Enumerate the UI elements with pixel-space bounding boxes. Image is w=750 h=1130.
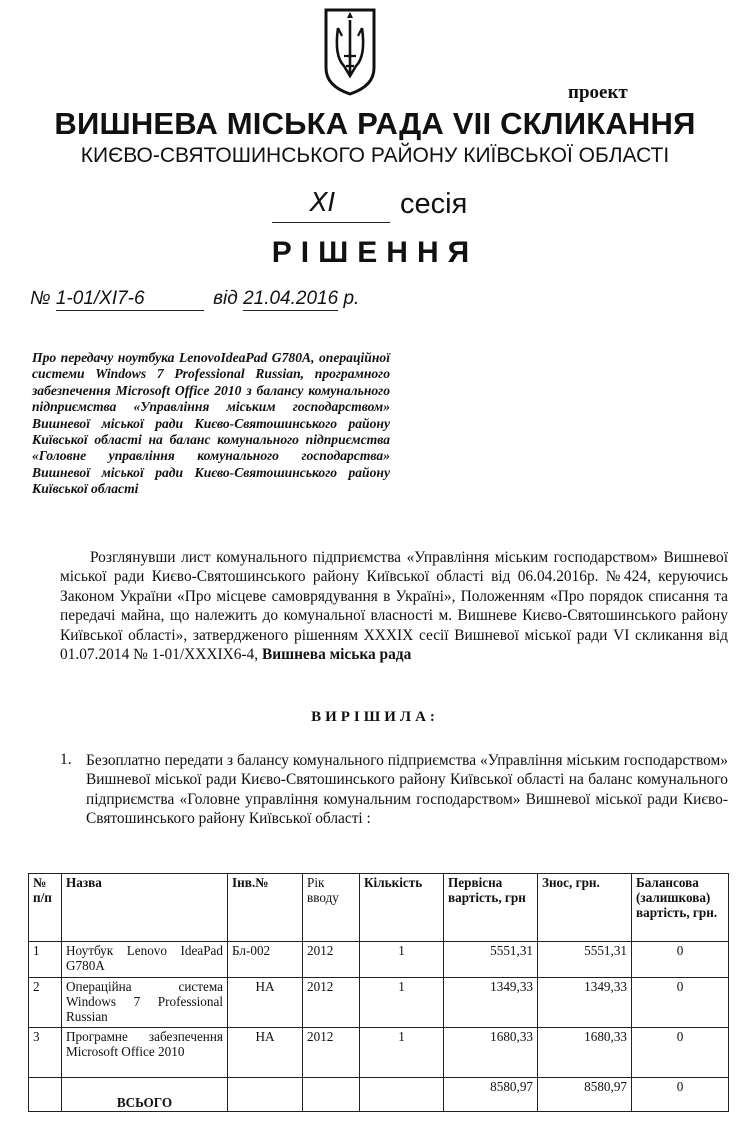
decision-number: 1-01/ХІ7-6	[56, 288, 204, 311]
council-title: ВИШНЕВА МІСЬКА РАДА VII СКЛИКАННЯ	[54, 106, 696, 141]
cell-depreciation: 1349,33	[538, 978, 632, 1028]
cell-year: 2012	[303, 978, 360, 1028]
number-prefix: №	[30, 288, 51, 309]
cell-inventory: Бл-002	[228, 942, 303, 978]
asset-table	[28, 873, 729, 1112]
col-header-depreciation: Знос, грн.	[538, 874, 632, 942]
cell-initial-value: 1680,33	[444, 1028, 538, 1078]
col-header-initial-value: Первісна вартість, грн	[444, 874, 538, 942]
council-subtitle: КИЄВО-СВЯТОШИНСЬКОГО РАЙОНУ КИЇВСЬКОЇ ОБЛАСТІ	[80, 144, 670, 167]
cell-initial-value: 1349,33	[444, 978, 538, 1028]
cell-empty	[29, 1078, 62, 1112]
coat-of-arms-emblem	[322, 6, 378, 98]
cell-quantity: 1	[360, 942, 444, 978]
decision-date: 21.04.2016	[243, 288, 339, 309]
table-row	[29, 1028, 729, 1078]
draft-label: проект	[568, 82, 628, 103]
decided-heading: ВИРІШИЛА:	[311, 709, 439, 725]
total-depreciation: 8580,97	[538, 1078, 632, 1112]
table-row	[29, 942, 729, 978]
preamble-text: Розглянувши лист комунального підприємства «Управління міським господарством» Вишневої міської ради Києво-Святошинського району Київської області від 06.04.2016р. №424, керуючись Законом України «Про місцеве самоврядування в Україні», Положенням «Про порядок списання та передачі майна, що належить до комунальної власності м. Вишневе Києво-Святошинського району Київської області», затвердженого рішенням XXXIX сесії Вишневої міської ради VI скликання від 01.07.2014 № 1-01/XXXIX6-4,	[60, 549, 728, 664]
cell-balance: 0	[632, 1028, 729, 1078]
col-header-year: Рік вводу	[303, 874, 360, 942]
table-row	[29, 978, 729, 1028]
preamble-bold-tail: Вишнева міська рада	[261, 646, 412, 664]
table-total-row	[29, 1078, 729, 1112]
decision-number-date	[30, 288, 359, 311]
cell-name: Програмне забезпечення Microsoft Office 2010	[62, 1028, 228, 1078]
item-text: Безоплатно передати з балансу комунального підприємства «Управління міським господарством» Вишневої міської ради Києво-Святошинського району Київської області на баланс комунального підприємства «Головне управління комунальним господарством» Вишневої міської ради Києво-Святошинського району Київської області :	[86, 752, 728, 828]
cell-name: Операційна система Windows 7 Professional Russian	[62, 978, 228, 1028]
cell-inventory: НА	[228, 978, 303, 1028]
col-header-number: № п/п	[29, 874, 62, 942]
total-balance: 0	[632, 1078, 729, 1112]
cell-balance: 0	[632, 942, 729, 978]
date-prefix: від	[213, 288, 238, 309]
cell-number: 2	[29, 978, 62, 1028]
date-suffix: р.	[343, 288, 360, 309]
cell-name: Ноутбук Lenovo IdeaPad G780A	[62, 942, 228, 978]
cell-quantity: 1	[360, 978, 444, 1028]
cell-empty	[228, 1078, 303, 1112]
col-header-inventory: Інв.№	[228, 874, 303, 942]
item-number: 1.	[60, 751, 72, 768]
cell-depreciation: 5551,31	[538, 942, 632, 978]
preamble-paragraph	[60, 548, 728, 664]
cell-inventory: НА	[228, 1028, 303, 1078]
decision-subject: Про передачу ноутбука LenovoIdeaPad G780A, операційної системи Windows 7 Professional Russian, програмного забезпечення Microsoft Office 2010 з балансу комунального підприємства «Управління міським господарством» Вишневої міської ради Києво-Святошинського району Київської області на баланс комунального підприємства «Головне управління комунального господарства» Вишневої міської ради Києво-Святошинського району Київської області	[32, 350, 390, 497]
cell-year: 2012	[303, 942, 360, 978]
cell-number: 3	[29, 1028, 62, 1078]
cell-empty	[360, 1078, 444, 1112]
col-header-quantity: Кількість	[360, 874, 444, 942]
table-header-row	[29, 874, 729, 942]
document-type-heading: РІШЕННЯ	[271, 236, 479, 269]
cell-quantity: 1	[360, 1028, 444, 1078]
cell-balance: 0	[632, 978, 729, 1028]
cell-number: 1	[29, 942, 62, 978]
col-header-name: Назва	[62, 874, 228, 942]
session-number: ХІ	[310, 188, 336, 218]
cell-initial-value: 5551,31	[444, 942, 538, 978]
session-word: сесія	[400, 188, 468, 220]
cell-year: 2012	[303, 1028, 360, 1078]
total-label: ВСЬОГО	[62, 1078, 228, 1112]
cell-depreciation: 1680,33	[538, 1028, 632, 1078]
total-initial-value: 8580,97	[444, 1078, 538, 1112]
cell-empty	[303, 1078, 360, 1112]
col-header-balance: Балансова (залишкова) вартість, грн.	[632, 874, 729, 942]
